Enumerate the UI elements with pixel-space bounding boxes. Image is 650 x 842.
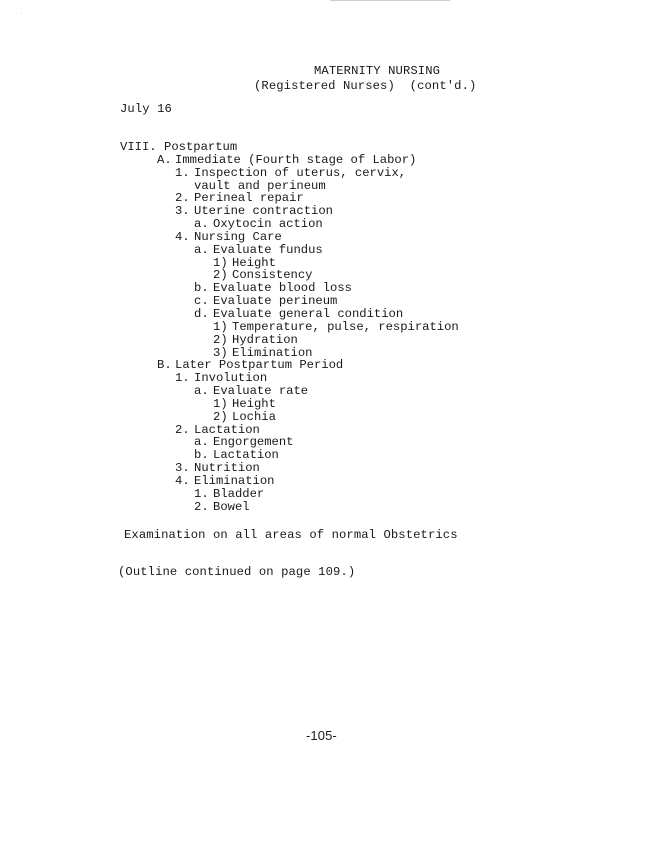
outline-text: Consistency xyxy=(232,268,313,283)
examination-note: Examination on all areas of normal Obstetrics xyxy=(124,528,458,542)
outline-marker: 1) xyxy=(213,396,228,411)
outline-text: Evaluate fundus xyxy=(213,242,323,257)
scan-artifact xyxy=(330,0,450,1)
outline-marker: 1. xyxy=(175,371,190,386)
outline-text: Immediate (Fourth stage of Labor) xyxy=(175,152,417,167)
outline-marker: a. xyxy=(194,384,209,399)
outline-marker: 2. xyxy=(175,422,190,437)
outline-marker: b. xyxy=(194,281,209,296)
outline-marker: 2) xyxy=(213,409,228,424)
outline-text: Evaluate blood loss xyxy=(213,281,352,296)
outline-marker: 4. xyxy=(175,473,190,488)
outline-marker: 3) xyxy=(213,345,228,360)
outline-text: Lochia xyxy=(232,409,276,424)
outline-marker: a. xyxy=(194,435,209,450)
outline-text: Hydration xyxy=(232,332,298,347)
outline-text: Postpartum xyxy=(164,140,238,154)
date-label: July 16 xyxy=(120,102,172,116)
outline-text: Evaluate general condition xyxy=(213,306,404,321)
outline-text: Elimination xyxy=(194,473,275,488)
outline-text: Lactation xyxy=(213,448,279,463)
outline-marker: 3. xyxy=(175,461,190,476)
outline-marker: B. xyxy=(157,358,172,373)
outline-text: Evaluate perineum xyxy=(213,294,338,309)
outline-marker: 1. xyxy=(194,486,209,501)
outline-marker: 2. xyxy=(175,191,190,206)
outline-marker: d. xyxy=(194,306,209,321)
outline-text: Evaluate rate xyxy=(213,384,309,399)
outline-text: vault and perineum xyxy=(194,178,326,193)
outline-marker: 4. xyxy=(175,229,190,244)
outline-marker: 2) xyxy=(213,332,228,347)
outline-text: Height xyxy=(232,396,276,411)
outline-text: Involution xyxy=(194,371,268,386)
outline-text: Temperature, pulse, respiration xyxy=(232,319,459,334)
outline-marker: VIII. xyxy=(120,140,157,154)
outline-marker: b. xyxy=(194,448,209,463)
outline-text: Bowel xyxy=(213,499,250,514)
outline-text: Oxytocin action xyxy=(213,217,323,232)
outline-marker: a. xyxy=(194,242,209,257)
outline-text: Perineal repair xyxy=(194,191,304,206)
outline-marker: 1. xyxy=(175,165,190,180)
document-title: MATERNITY NURSING xyxy=(314,64,441,78)
outline-marker: 2. xyxy=(194,499,209,514)
scan-artifact xyxy=(21,13,22,14)
outline-text: Uterine contraction xyxy=(194,204,333,219)
outline-marker: a. xyxy=(194,217,209,232)
outline-text: Engorgement xyxy=(213,435,294,450)
outline-text: Inspection of uterus, cervix, xyxy=(194,165,407,180)
outline-text: Lactation xyxy=(194,422,260,437)
continuation-note: (Outline continued on page 109.) xyxy=(118,565,356,579)
outline-marker: A. xyxy=(157,152,172,167)
outline-marker: c. xyxy=(194,294,209,309)
outline-marker: 1) xyxy=(213,255,228,270)
outline-marker: 1) xyxy=(213,319,228,334)
outline-text: Height xyxy=(232,255,276,270)
document-subtitle: (Registered Nurses) (cont'd.) xyxy=(254,79,477,93)
outline-text: Elimination xyxy=(232,345,313,360)
outline-marker: 2) xyxy=(213,268,228,283)
outline-text: Later Postpartum Period xyxy=(175,358,344,373)
outline-text: Nursing Care xyxy=(194,229,282,244)
outline-text: Bladder xyxy=(213,486,265,501)
page-number: -105- xyxy=(306,728,337,743)
outline-marker: 3. xyxy=(175,204,190,219)
outline-text: Nutrition xyxy=(194,461,260,476)
